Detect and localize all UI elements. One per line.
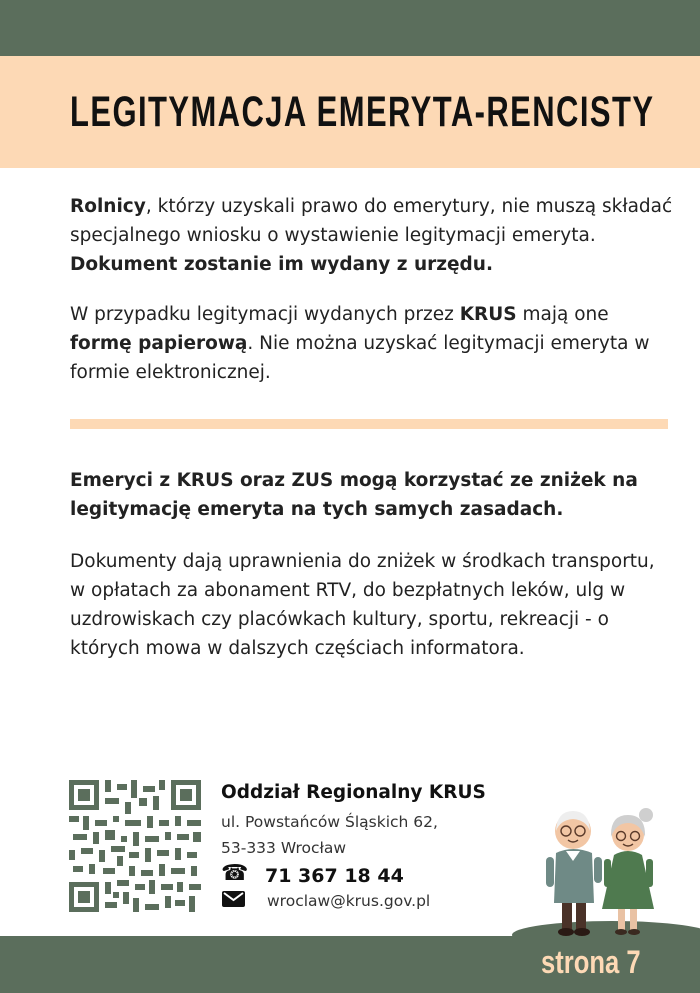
qr-code[interactable] [69, 780, 201, 912]
krus-label: KRUS [459, 304, 517, 325]
intro-paragraph-2: W przypadku legitymacji wydanych przez KRUS mają one formę papierową. Nie można uzyskać legitymacji emeryta w formie elektronicznej. [70, 304, 650, 383]
address-street: ul. Powstańców Śląskich 62, [221, 813, 438, 831]
intro-paragraph-1: Rolnicy, którzy uzyskali prawo do emerytury, nie muszą składać specjalnego wniosku o wystawienie legitymacji emeryta. Dokument zostanie im wydany z urzędu. [70, 196, 673, 275]
envelope-icon [222, 891, 245, 907]
office-name: Oddział Regionalny KRUS [221, 782, 486, 803]
phone-icon: ☎ [221, 861, 249, 886]
page-title: LEGITYMACJA EMERYTA-RENCISTY [70, 88, 655, 136]
top-bar [0, 0, 700, 56]
elderly-couple-illustration [500, 795, 700, 940]
phone-number[interactable]: 71 367 18 44 [265, 865, 404, 887]
email-link[interactable]: wroclaw@krus.gov.pl [267, 892, 431, 910]
issued-automatically-note: Dokument zostanie im wydany z urzędu. [70, 254, 493, 275]
page-number: strona 7 [541, 944, 641, 980]
paper-form-label: formę papierową [70, 333, 248, 354]
farmers-label: Rolnicy [70, 196, 146, 217]
discount-heading: Emeryci z KRUS oraz ZUS mogą korzystać ze zniżek na legitymację emeryta na tych samych zasadach. [70, 470, 638, 520]
address-city: 53-333 Wrocław [221, 839, 347, 857]
section-divider [70, 419, 668, 429]
discount-body: Dokumenty dają uprawnienia do zniżek w środkach transportu, w opłatach za abonament RTV, do bezpłatnych leków, ulg w uzdrowiskach czy placówkach kultury, sportu, rekreacji - o których mowa w dalszych częściach informatora. [70, 551, 655, 659]
